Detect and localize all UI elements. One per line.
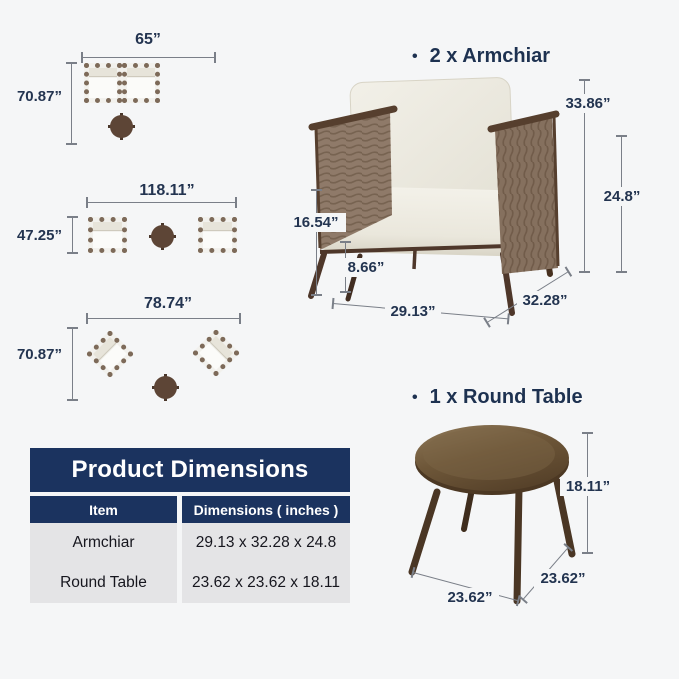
bullet-icon: • — [412, 388, 418, 406]
plan1-width-line — [82, 57, 215, 58]
top-view-armchair — [84, 63, 122, 103]
chair-back-cushion — [203, 222, 232, 231]
chair-back-cushion — [89, 68, 117, 77]
armchair-overall-height-label: 33.86” — [559, 94, 617, 113]
top-view-armchair — [88, 217, 127, 253]
spec-column-dimensions — [182, 496, 350, 603]
spec-column-item — [30, 496, 177, 603]
spec-cell-item-round-table: Round Table — [30, 563, 177, 603]
plan1-height-label: 70.87” — [6, 87, 64, 106]
chair-seat-cushion — [127, 78, 155, 98]
table-depth-label: 23.62” — [534, 569, 592, 588]
armchair-clearance-label: 8.66” — [343, 258, 389, 277]
top-view-armchair — [198, 217, 237, 253]
top-view-round-table — [152, 374, 179, 401]
armchair-arm-height-label: 24.8” — [598, 187, 646, 206]
spec-cell-dims-armchair: 29.13 x 32.28 x 24.8 — [182, 523, 350, 563]
top-view-armchair-angled — [192, 329, 240, 377]
armchair-seat-back-height-line — [316, 190, 317, 295]
round-table-title: 1 x Round Table — [429, 386, 583, 408]
plan2-height-line — [72, 217, 73, 253]
plan2-width-line — [87, 202, 236, 203]
plan2-height-label: 47.25” — [6, 226, 64, 245]
round-table-section-heading — [412, 386, 583, 409]
bullet-icon: • — [412, 47, 418, 65]
plan3-width-label: 78.74” — [96, 294, 240, 314]
plan1-height-line — [71, 63, 72, 144]
top-view-armchair — [122, 63, 160, 103]
table-top-disc — [151, 225, 174, 248]
armchair-width-label: 29.13” — [385, 302, 441, 321]
table-top-disc — [110, 115, 133, 138]
top-view-round-table — [149, 223, 176, 250]
table-top-disc — [154, 376, 177, 399]
chair-seat-cushion — [203, 232, 232, 248]
chair-seat-cushion — [93, 232, 122, 248]
chair-back-cushion — [127, 68, 155, 77]
armchair-seat-back-height-label: 16.54” — [286, 213, 346, 232]
chair-back-cushion — [93, 222, 122, 231]
armchair-section-heading — [412, 45, 550, 68]
spec-table — [30, 448, 350, 603]
chair-seat-cushion — [89, 78, 117, 98]
top-view-armchair-angled — [86, 330, 134, 378]
spec-table-title: Product Dimensions — [30, 448, 350, 492]
plan3-height-label: 70.87” — [6, 345, 64, 364]
spec-table-grid — [30, 496, 350, 603]
plan3-height-line — [72, 328, 73, 400]
plan3-width-line — [87, 318, 240, 319]
spec-header-item: Item — [30, 496, 177, 523]
spec-cell-dims-round-table: 23.62 x 23.62 x 18.11 — [182, 563, 350, 603]
armchair-title: 2 x Armchiar — [429, 45, 551, 67]
spec-cell-item-armchair: Armchiar — [30, 523, 177, 563]
table-height-label: 18.11” — [560, 477, 616, 496]
plan1-width-label: 65” — [80, 30, 216, 50]
armchair-illustration — [298, 66, 568, 326]
armchair-depth-label: 32.28” — [517, 291, 573, 310]
spec-header-dimensions: Dimensions ( inches ) — [182, 496, 350, 523]
table-width-label: 23.62” — [441, 588, 499, 607]
plan2-width-label: 118.11” — [97, 181, 237, 201]
top-view-round-table — [108, 113, 135, 140]
